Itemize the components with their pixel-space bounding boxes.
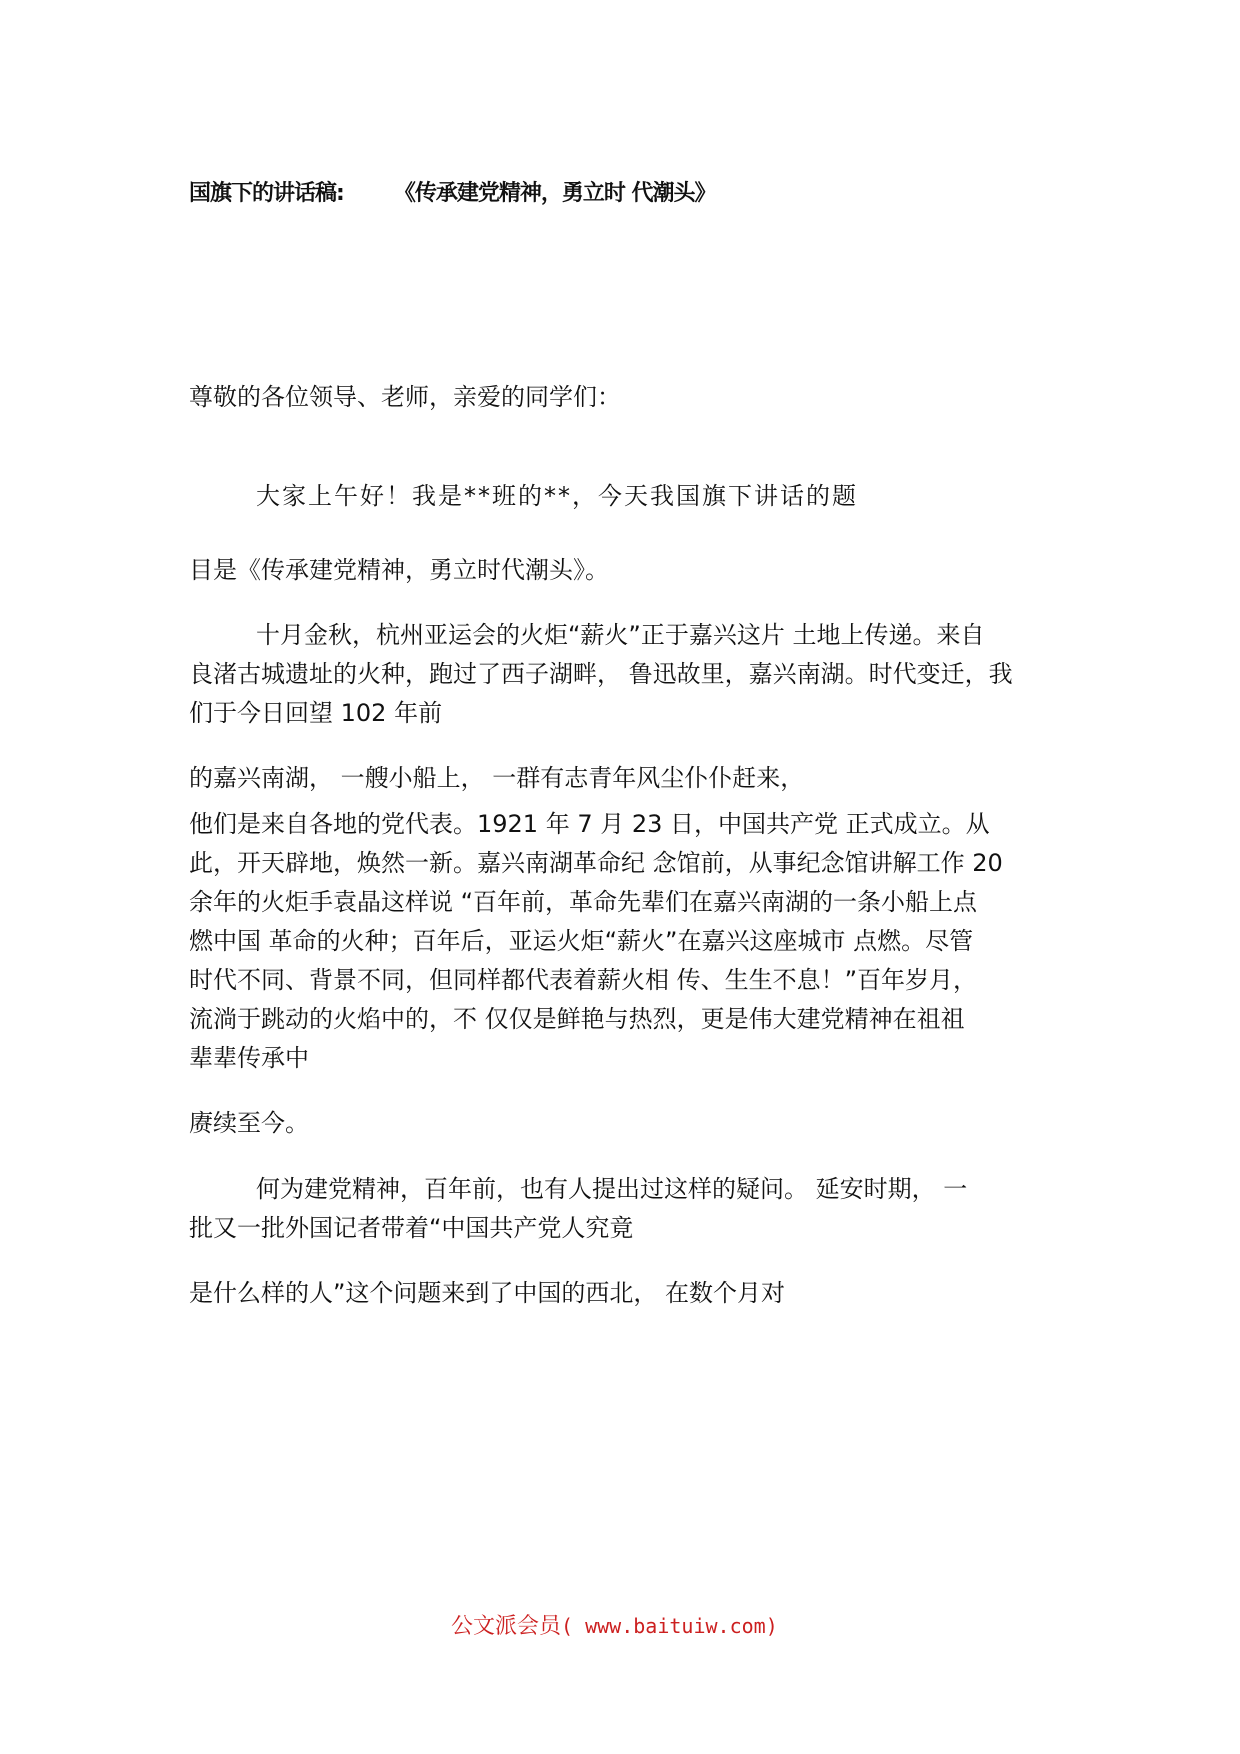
paragraph-line: 大家上午好！我是**班的**，今天我国旗下讲话的题: [256, 482, 858, 510]
paragraph-line: 流淌于跳动的火焰中的，不 仅仅是鲜艳与热烈，更是伟大建党精神在祖祖: [189, 1005, 965, 1033]
paragraph-line: 何为建党精神，百年前，也有人提出过这样的疑问。 延安时期， 一: [256, 1175, 968, 1203]
footer-watermark: [451, 1609, 778, 1640]
paragraph-line: 们于今日回望 102 年前: [189, 699, 443, 727]
paragraph-line: 时代不同、背景不同，但同样都代表着薪火相 传、生生不息！”百年岁月，: [189, 966, 978, 994]
paragraph-line: 辈辈传承中: [189, 1044, 309, 1072]
paragraph-line: 他们是来自各地的党代表。1921 年 7 月 23 日，中国共产党 正式成立。从: [189, 810, 990, 838]
paragraph-line: 目是《传承建党精神，勇立时代潮头》。: [189, 556, 609, 584]
paragraph-line: 十月金秋，杭州亚运会的火炬“薪火”正于嘉兴这片 土地上传递。来自: [256, 621, 985, 649]
paragraph-line: 此，开天辟地，焕然一新。嘉兴南湖革命纪 念馆前，从事纪念馆讲解工作 20: [189, 849, 1003, 877]
salutation: 尊敬的各位领导、老师，亲爱的同学们：: [189, 383, 621, 411]
paragraph-line: 燃中国 革命的火种；百年后，亚运火炬“薪火”在嘉兴这座城市 点燃。尽管: [189, 927, 974, 955]
title-main: 《传承建党精神，勇立时 代潮头》: [393, 181, 716, 206]
paragraph-line: 的嘉兴南湖， 一艘小船上， 一群有志青年风尘仆仆赶来，: [189, 764, 805, 792]
title-prefix: 国旗下的讲话稿:: [189, 181, 344, 206]
paragraph-line: 余年的火炬手袁晶这样说 “百年前，革命先辈们在嘉兴南湖的一条小船上点: [189, 888, 978, 916]
paragraph-line: 赓续至今。: [189, 1109, 309, 1137]
paragraph-line: 是什么样的人”这个问题来到了中国的西北， 在数个月对: [189, 1279, 786, 1307]
document-title: [189, 176, 715, 207]
footer-url: ( www.baituiw.com): [561, 1614, 778, 1638]
paragraph-line: 良渚古城遗址的火种，跑过了西子湖畔， 鲁迅故里，嘉兴南湖。时代变迁，我: [189, 660, 1013, 688]
footer-brand: 公文派会员: [451, 1614, 562, 1639]
paragraph-line: 批又一批外国记者带着“中国共产党人究竟: [189, 1214, 634, 1242]
